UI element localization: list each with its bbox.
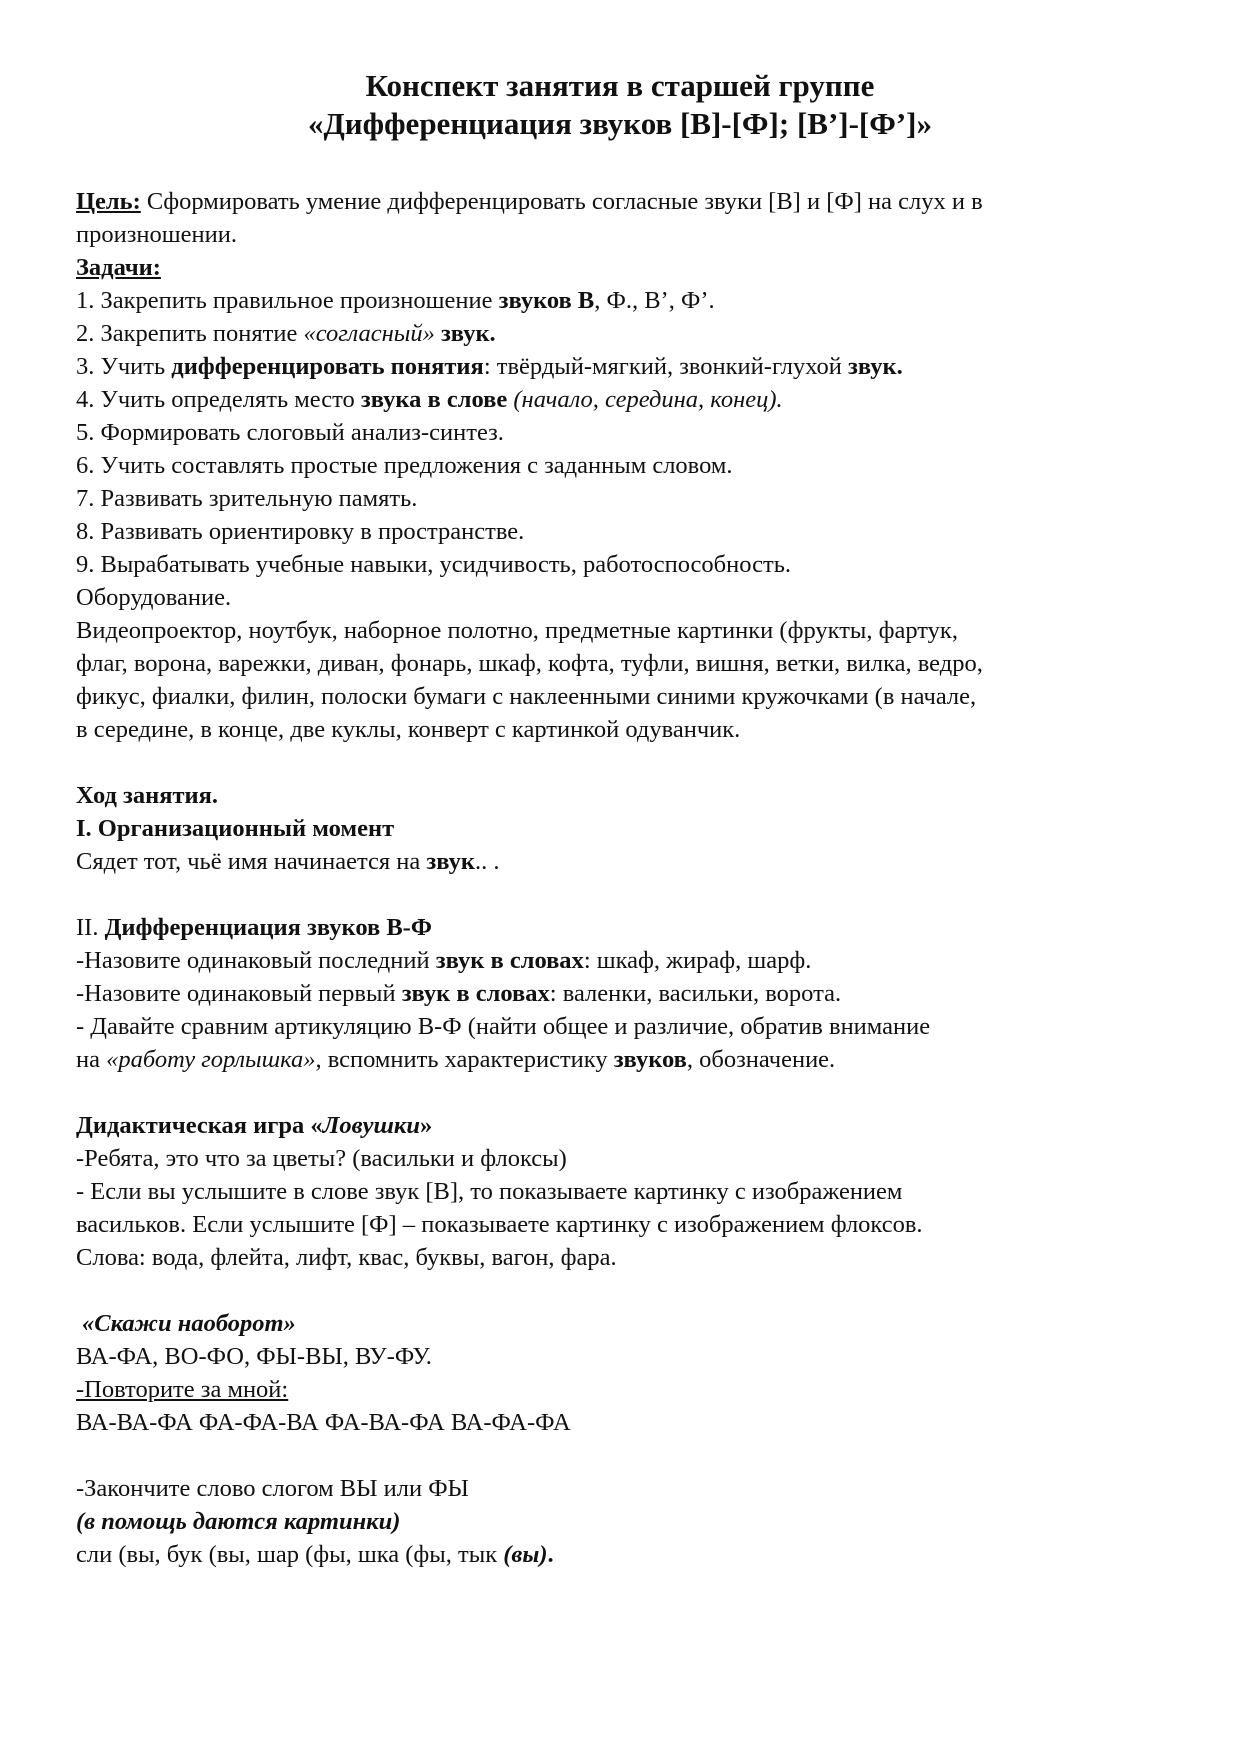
tasks-label: Задачи:: [76, 254, 161, 281]
equipment-label: Оборудование.: [76, 584, 232, 611]
task-4: 4. Учить определять место звука в слове (начало, середина, конец).: [76, 386, 783, 413]
spacer: [76, 878, 1186, 911]
goal-line: [76, 185, 1186, 218]
finish-word-line-1: -Закончите слово слогом ВЫ или ФЫ: [76, 1475, 469, 1502]
part1-heading: I. Организационный момент: [76, 815, 395, 842]
say-opposite-line-1: ВА-ФА, ВО-ФО, ФЫ-ВЫ, ВУ-ФУ.: [76, 1343, 432, 1370]
goal-label: Цель:: [76, 188, 141, 215]
task-1: 1. Закрепить правильное произношение звуков В, Ф., В’, Ф’.: [76, 287, 715, 314]
equipment-line-2: флаг, ворона, варежки, диван, фонарь, шкаф, кофта, туфли, вишня, ветки, вилка, ведро,: [76, 650, 983, 677]
spacer: [76, 1274, 1186, 1307]
goal-text: Сформировать умение дифференцировать согласные звуки [В] и [Ф] на слух и в: [140, 188, 983, 215]
task-6: 6. Учить составлять простые предложения с заданным словом.: [76, 452, 733, 479]
say-opposite-line-3: ВА-ВА-ФА ФА-ФА-ВА ФА-ВА-ФА ВА-ФА-ФА: [76, 1409, 571, 1436]
spacer: [76, 1076, 1186, 1109]
finish-word-line-3: сли (вы, бук (вы, шар (фы, шка (фы, тык (вы).: [76, 1541, 554, 1568]
say-opposite-line-2: -Повторите за мной:: [76, 1376, 289, 1403]
part2-line-3: - Давайте сравним артикуляцию В-Ф (найти общее и различие, обратив внимание: [76, 1013, 931, 1040]
game-line-3: васильков. Если услышите [Ф] – показываете картинку с изображением флоксов.: [76, 1211, 923, 1238]
part2-line-1: -Назовите одинаковый последний звук в словах: шкаф, жираф, шарф.: [76, 947, 812, 974]
game-line-4: Слова: вода, флейта, лифт, квас, буквы, вагон, фара.: [76, 1244, 617, 1271]
spacer: [76, 1439, 1186, 1472]
goal-line-2: произношении.: [76, 221, 237, 248]
part2-line-4: на «работу горлышка», вспомнить характеристику звуков, обозначение.: [76, 1046, 836, 1073]
spacer: [76, 746, 1186, 779]
game-heading: Дидактическая игра «Ловушки»: [76, 1112, 433, 1139]
part1-text: Сядет тот, чьё имя начинается на звук.. .: [76, 848, 500, 875]
title-line-1: Конспект занятия в старшей группе: [365, 68, 875, 103]
document-body: [76, 185, 1186, 1571]
say-opposite-heading: «Скажи наоборот»: [82, 1310, 296, 1337]
finish-word-line-2: (в помощь даются картинки): [76, 1508, 401, 1535]
part2-heading: II. Дифференциация звуков В-Ф: [76, 914, 432, 941]
task-9: 9. Вырабатывать учебные навыки, усидчивость, работоспособность.: [76, 551, 791, 578]
task-3: 3. Учить дифференцировать понятия: твёрдый-мягкий, звонкий-глухой звук.: [76, 353, 903, 380]
equipment-line-1: Видеопроектор, ноутбук, наборное полотно, предметные картинки (фрукты, фартук,: [76, 617, 958, 644]
part2-line-2: -Назовите одинаковый первый звук в словах: валенки, васильки, ворота.: [76, 980, 842, 1007]
game-line-1: -Ребята, это что за цветы? (васильки и флоксы): [76, 1145, 567, 1172]
task-2: 2. Закрепить понятие «согласный» звук.: [76, 320, 496, 347]
equipment-line-4: в середине, в конце, две куклы, конверт с картинкой одуванчик.: [76, 716, 741, 743]
equipment-line-3: фикус, фиалки, филин, полоски бумаги с наклеенными синими кружочками (в начале,: [76, 683, 977, 710]
task-7: 7. Развивать зрительную память.: [76, 485, 418, 512]
game-line-2: - Если вы услышите в слове звук [В], то показываете картинку с изображением: [76, 1178, 903, 1205]
task-5: 5. Формировать слоговый анализ-синтез.: [76, 419, 504, 446]
title-line-2: «Дифференциация звуков [В]-[Ф]; [В’]-[Ф’]»: [307, 106, 933, 141]
task-8: 8. Развивать ориентировку в пространстве.: [76, 518, 525, 545]
lesson-heading: Ход занятия.: [76, 782, 218, 809]
